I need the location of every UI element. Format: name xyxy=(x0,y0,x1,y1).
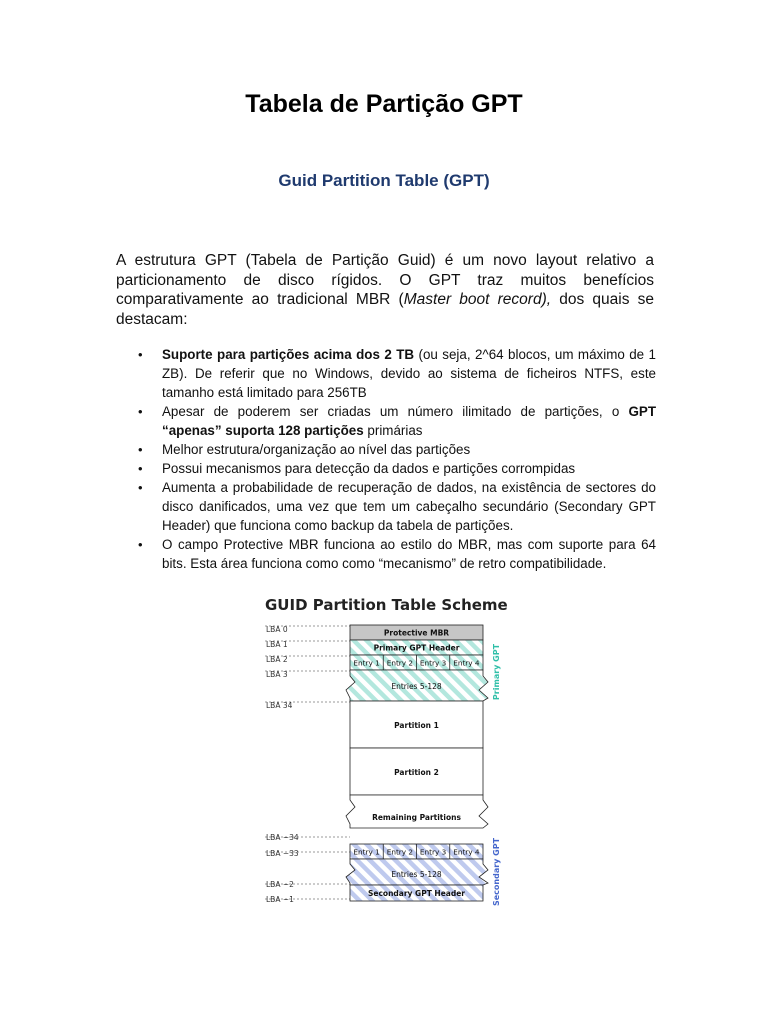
lba-neg34-label: LBA −34 xyxy=(266,833,299,842)
lba-neg1-label: LBA −1 xyxy=(266,895,294,904)
lba-0-label: LBA 0 xyxy=(266,625,288,634)
document-subtitle: Guid Partition Table (GPT) xyxy=(278,171,490,190)
list-item-bold: GPT “apenas” suporta 128 partições xyxy=(162,404,656,438)
diagram-title: GUID Partition Table Scheme xyxy=(265,596,508,614)
list-item-text: (ou seja, 2^64 blocos, um máximo de 1 ZB). De referir que no Windows, devido ao sistema de ficheiros NTFS, este tamanho está limitado para 256TB xyxy=(162,347,656,400)
lba-neg33-label: LBA −33 xyxy=(266,849,299,858)
lba-2-label: LBA 2 xyxy=(266,655,288,664)
primary-entries-5-128-label: Entries 5-128 xyxy=(391,682,442,691)
list-item xyxy=(138,459,656,478)
partition-2-label: Partition 2 xyxy=(394,768,439,777)
secondary-entry-4: Entry 4 xyxy=(453,847,480,857)
lba-neg2-label: LBA −2 xyxy=(266,880,294,889)
list-item xyxy=(138,345,656,402)
intro-text-2: dos quais se destacam: xyxy=(116,291,655,328)
partition-1-label: Partition 1 xyxy=(394,721,439,730)
list-item-text: Apesar de poderem ser criadas um número ilimitado de partições, o xyxy=(162,404,629,419)
primary-entry-3: Entry 3 xyxy=(419,658,447,668)
intro-paragraph xyxy=(116,251,654,329)
protective-mbr-label: Protective MBR xyxy=(383,628,450,638)
list-item xyxy=(138,402,656,440)
list-item-text: Aumenta a probabilidade de recuperação de dados, na existência de sectores do disco danificados, uma vez que tem um cabeçalho secundário (Secondary GPT Header) que funciona como backup da tabela de partições. xyxy=(162,480,656,533)
secondary-gpt-header-label: Secondary GPT Header xyxy=(367,889,466,898)
primary-entry-2: Entry 2 xyxy=(386,658,414,668)
secondary-entry-1: Entry 1 xyxy=(353,847,380,857)
benefits-list xyxy=(138,345,656,573)
list-item xyxy=(138,535,656,573)
primary-entry-4: Entry 4 xyxy=(453,658,480,668)
secondary-gpt-side-label: Secondary GPT xyxy=(492,837,501,907)
document-title: Tabela de Partição GPT xyxy=(245,90,523,118)
list-item-text: Melhor estrutura/organização ao nível das partições xyxy=(162,442,471,457)
list-item-bold: Suporte para partições acima dos 2 TB xyxy=(162,347,415,362)
list-item xyxy=(138,478,656,535)
lba-34-label: LBA 34 xyxy=(266,701,293,710)
intro-italic: Master boot record), xyxy=(403,291,552,309)
secondary-entries-5-128-label: Entries 5-128 xyxy=(391,870,442,879)
list-item-text: O campo Protective MBR funciona ao estilo do MBR, mas com suporte para 64 bits. Esta área funciona como como “mecanismo” de retro compatibilidade. xyxy=(162,537,656,571)
primary-gpt-side-label: Primary GPT xyxy=(492,643,501,701)
remaining-partitions-block xyxy=(346,795,488,828)
secondary-entry-3: Entry 3 xyxy=(419,847,447,857)
list-item-text-after: primárias xyxy=(363,423,423,438)
remaining-partitions-label: Remaining Partitions xyxy=(372,813,461,822)
gpt-scheme-diagram xyxy=(260,588,510,913)
lba-1-label: LBA 1 xyxy=(266,640,288,649)
secondary-entry-2: Entry 2 xyxy=(386,847,414,857)
primary-gpt-header-label: Primary GPT Header xyxy=(373,643,460,653)
primary-entry-1: Entry 1 xyxy=(353,658,380,668)
intro-text-1: A estrutura GPT (Tabela de Partição Guid) é um novo layout relativo a particionamento de disco rígidos. O GPT traz muitos benefícios comparativamente ao tradicional MBR ( xyxy=(116,252,654,309)
list-item xyxy=(138,440,656,459)
list-item-text: Possui mecanismos para detecção da dados e partições corrompidas xyxy=(162,461,576,476)
lba-guide-lines xyxy=(265,626,350,899)
lba-3-label: LBA 3 xyxy=(266,670,288,679)
